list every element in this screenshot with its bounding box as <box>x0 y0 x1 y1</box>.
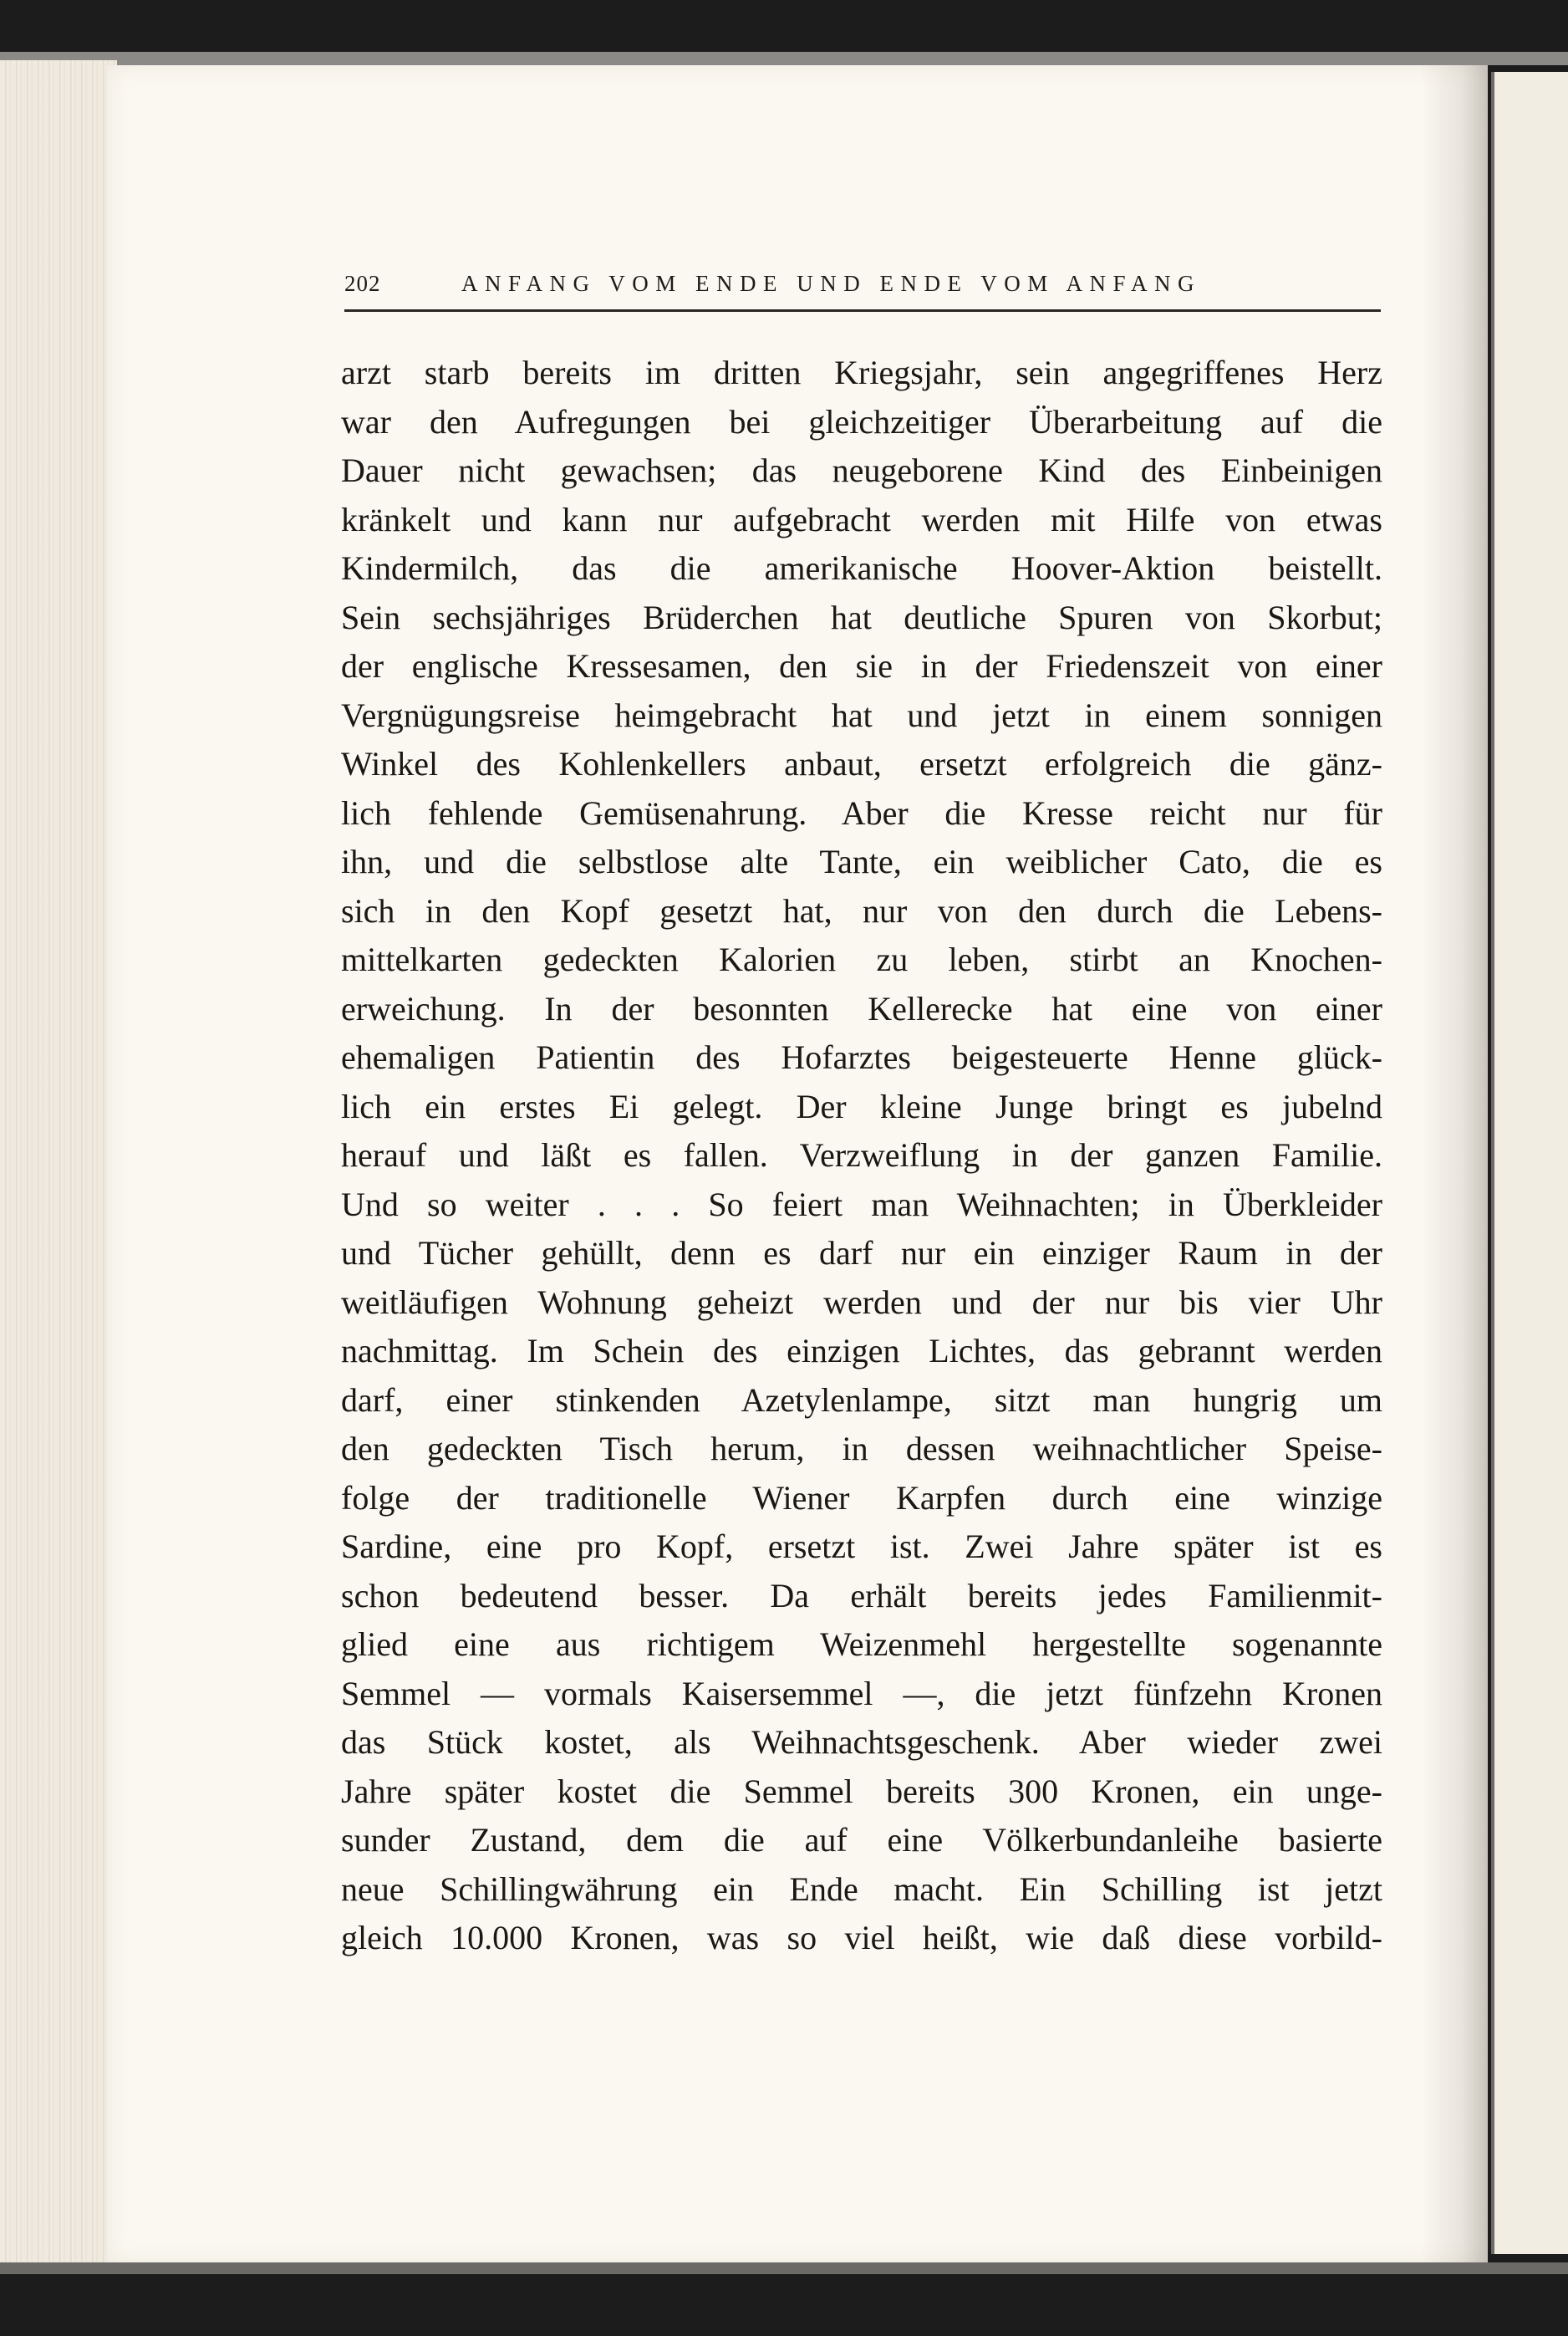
text-line: das Stück kostet, als Weihnachtsgeschenk. Aber wieder zwei <box>341 1723 1382 1761</box>
spine-shadow <box>1421 65 1488 2264</box>
text-line: erweichung. In der besonnten Kellerecke hat eine von einer <box>341 989 1382 1028</box>
running-title: ANFANG VOM ENDE UND ENDE VOM ANFANG <box>461 271 1202 296</box>
text-line: nachmittag. Im Schein des einzigen Lichtes, das gebrannt werden <box>341 1332 1382 1369</box>
text-line: und Tücher gehüllt, denn es darf nur ein einziger Raum in der <box>341 1234 1382 1272</box>
book-cover-edge-bottom <box>0 2262 1568 2274</box>
text-line: der englische Kressesamen, den sie in der Friedenszeit von einer <box>341 647 1382 685</box>
book-cover-edge-top <box>0 52 1568 65</box>
text-line: ihn, und die selbstlose alte Tante, ein weiblicher Cato, die es <box>341 843 1382 880</box>
text-line: neue Schillingwährung ein Ende macht. Ein Schilling ist jetzt <box>341 1869 1382 1908</box>
text-line: schon bedeutend besser. Da erhält bereits jedes Familienmit- <box>341 1576 1382 1614</box>
text-line: herauf und läßt es fallen. Verzweiflung in der ganzen Familie. <box>341 1136 1382 1174</box>
facing-page-edge <box>1491 72 1568 2254</box>
text-line: Sardine, eine pro Kopf, ersetzt ist. Zwei Jahre später ist es <box>341 1528 1382 1565</box>
text-line: ehemaligen Patientin des Hofarztes beigesteuerte Henne glück- <box>341 1038 1382 1076</box>
text-line: mittelkarten gedeckten Kalorien zu leben, stirbt an Knochen- <box>341 941 1382 978</box>
text-line: den gedeckten Tisch herum, in dessen weihnachtlicher Speise- <box>341 1430 1382 1467</box>
page-stack-edges <box>0 60 117 2267</box>
running-header <box>344 266 1381 312</box>
text-line: folge der traditionelle Wiener Karpfen durch eine winzige <box>341 1478 1382 1517</box>
text-line: arzt starb bereits im dritten Kriegsjahr, sein angegriffenes Herz <box>341 354 1382 391</box>
text-line: kränkelt und kann nur aufgebracht werden mit Hilfe von etwas <box>341 500 1382 538</box>
text-line: Dauer nicht gewachsen; das neugeborene Kind des Einbeinigen <box>341 451 1382 489</box>
text-line: war den Aufregungen bei gleichzeitiger Überarbeitung auf die <box>341 402 1382 441</box>
text-line: glied eine aus richtigem Weizenmehl hergestellte sogenannte <box>341 1625 1382 1663</box>
text-line: Und so weiter . . . So feiert man Weihnachten; in Überkleider <box>341 1185 1382 1223</box>
page-number: 202 <box>344 271 381 296</box>
text-line: Jahre später kostet die Semmel bereits 300 Kronen, ein unge- <box>341 1772 1382 1810</box>
text-line: Sein sechsjähriges Brüderchen hat deutliche Spuren von Skorbut; <box>341 598 1382 636</box>
text-line: darf, einer stinkenden Azetylenlampe, sitzt man hungrig um <box>341 1380 1382 1419</box>
body-text <box>341 349 1382 1963</box>
text-line: sich in den Kopf gesetzt hat, nur von den durch die Lebens- <box>341 891 1382 930</box>
text-line: Winkel des Kohlenkellers anbaut, ersetzt erfolgreich die gänz- <box>341 745 1382 783</box>
text-line: Semmel — vormals Kaisersemmel —, die jetzt fünfzehn Kronen <box>341 1674 1382 1712</box>
text-line: Vergnügungsreise heimgebracht hat und jetzt in einem sonnigen <box>341 696 1382 734</box>
text-line: gleich 10.000 Kronen, was so viel heißt, wie daß diese vorbild- <box>341 1919 1382 1956</box>
text-line: Kindermilch, das die amerikanische Hoover-Aktion beistellt. <box>341 549 1382 587</box>
text-line: sunder Zustand, dem die auf eine Völkerbundanleihe basierte <box>341 1821 1382 1859</box>
text-line: lich ein erstes Ei gelegt. Der kleine Junge bringt es jubelnd <box>341 1087 1382 1125</box>
text-line: lich fehlende Gemüsenahrung. Aber die Kresse reicht nur für <box>341 793 1382 832</box>
text-line: weitläufigen Wohnung geheizt werden und der nur bis vier Uhr <box>341 1283 1382 1321</box>
